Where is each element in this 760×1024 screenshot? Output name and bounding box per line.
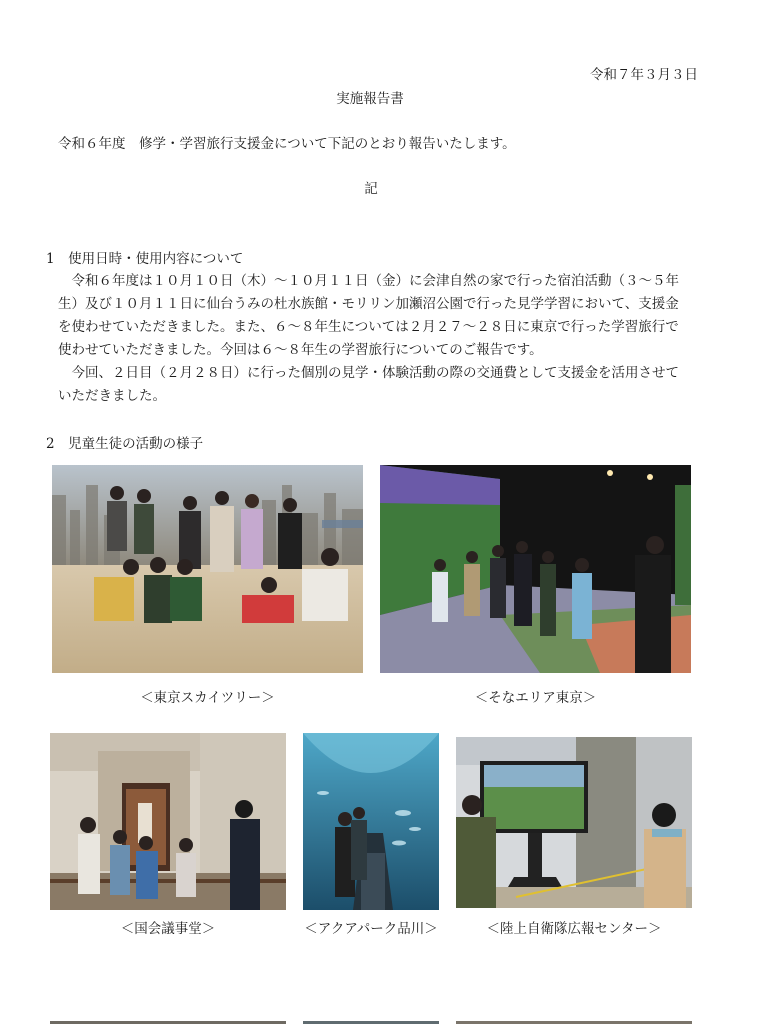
caption-aqua-park: ＜アクアパーク品川＞ [304, 921, 438, 937]
body-line: 使わせていただきました。今回は６～８年生の学習旅行についてのご報告です。 [58, 342, 543, 358]
section-2-heading: 2 児童生徒の活動の様子 [46, 436, 204, 452]
caption-jgsdf-center: ＜陸上自衛隊広報センター＞ [486, 921, 662, 937]
photo-aqua-park [303, 733, 439, 910]
photo-jgsdf-center [456, 737, 692, 908]
ki-heading: 記 [364, 181, 378, 197]
body-line: 生）及び１０月１１日に仙台うみの杜水族館・モリリン加瀬沼公園で行った見学学習において、支援金 [58, 296, 679, 312]
section-1-heading: 1 使用日時・使用内容について [46, 251, 244, 267]
body-line: いただきました。 [58, 388, 166, 404]
photo-skytree [52, 465, 363, 673]
report-date: 令和７年３月３日 [590, 67, 698, 83]
photo-diet-building [50, 733, 286, 910]
body-line: を使わせていただきました。また、６～８年生については２月２７～２８日に東京で行った学習旅行で [58, 319, 679, 335]
caption-sona-area: ＜そなエリア東京＞ [474, 690, 597, 706]
section-1-body [58, 270, 703, 408]
report-title: 実施報告書 [336, 91, 404, 107]
body-line: 令和６年度は１０月１０日（木）～１０月１１日（金）に会津自然の家で行った宿泊活動（３～５年 [58, 273, 679, 289]
photo-sona-area [380, 465, 691, 673]
caption-diet-building: ＜国会議事堂＞ [120, 921, 216, 937]
intro-text: 令和６年度 修学・学習旅行支援金について下記のとおり報告いたします。 [58, 136, 516, 152]
caption-skytree: ＜東京スカイツリー＞ [140, 690, 275, 706]
body-line: 今回、２日目（２月２８日）に行った個別の見学・体験活動の際の交通費として支援金を活用させて [58, 365, 679, 381]
